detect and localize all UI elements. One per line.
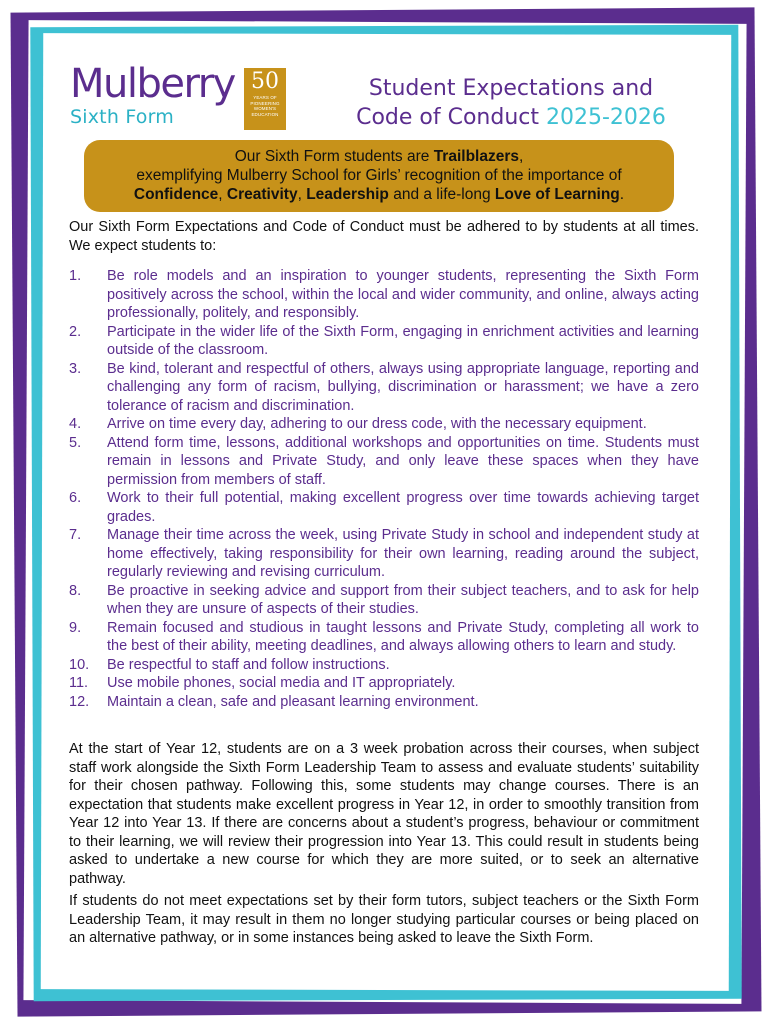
logo-subtitle: Sixth Form bbox=[70, 106, 174, 128]
consequences-paragraph: If students do not meet expectations set by their form tutors, subject teachers or the Sixth Form Leadership Team, it may result in them no longer studying particular courses or being placed on an alternative pathway, or in some instances being asked to leave the Sixth Form. bbox=[69, 893, 699, 946]
item-text: Arrive on time every day, adhering to our dress code, with the necessary equipment. bbox=[107, 416, 647, 432]
expectations-list bbox=[69, 267, 699, 711]
list-item bbox=[69, 674, 699, 693]
banner-text: , bbox=[218, 186, 227, 203]
list-item bbox=[69, 656, 699, 675]
item-number: 6. bbox=[69, 490, 82, 506]
item-text: Attend form time, lessons, additional workshops and opportunities on time. Students must remain in lessons and Private Study, and only leave these spaces when they have permission from members of staff. bbox=[107, 434, 699, 488]
banner-trailblazers: Trailblazers bbox=[433, 148, 519, 165]
title-year: 2025-2026 bbox=[546, 105, 666, 130]
list-item bbox=[69, 693, 699, 712]
banner-text: , bbox=[297, 186, 307, 203]
item-number: 5. bbox=[69, 434, 82, 451]
list-item bbox=[69, 526, 699, 582]
item-number: 9. bbox=[69, 619, 82, 636]
item-text: Be respectful to staff and follow instructions. bbox=[107, 656, 390, 673]
list-item bbox=[69, 323, 699, 360]
item-text: Be role models and an inspiration to younger students, representing the Sixth Form positively across the school, within the local and wider community, and online, always acting professionally, politely, and responsibly. bbox=[107, 268, 699, 321]
item-text: Remain focused and studious in taught lessons and Private Study, completing all work to the best of their ability, meeting deadlines, and always allowing others to learn and study. bbox=[107, 619, 699, 654]
item-number: 1. bbox=[69, 268, 82, 284]
title-line-1: Student Expectations and bbox=[368, 76, 654, 101]
trailblazers-banner bbox=[84, 140, 674, 212]
item-number: 4. bbox=[69, 416, 82, 432]
item-text: Participate in the wider life of the Sixth Form, engaging in enrichment activities and learning outside of the classroom. bbox=[107, 323, 699, 358]
badge-text: YEARS OF PIONEERING WOMEN'S EDUCATION bbox=[250, 95, 280, 117]
badge-number: 50 bbox=[251, 69, 279, 94]
banner-line-3 bbox=[84, 185, 674, 204]
item-text: Work to their full potential, making excellent progress over time towards achieving target grades. bbox=[107, 490, 699, 525]
banner-love-of-learning: Love of Learning bbox=[494, 186, 620, 203]
banner-leadership: Leadership bbox=[306, 186, 389, 203]
mulberry-logo bbox=[70, 61, 235, 128]
banner-text: . bbox=[619, 186, 625, 203]
banner-creativity: Creativity bbox=[226, 186, 298, 203]
list-item bbox=[69, 267, 699, 323]
anniversary-badge bbox=[244, 68, 286, 130]
banner-line-2: exemplifying Mulberry School for Girls’ recognition of the importance of bbox=[136, 167, 622, 184]
intro-paragraph: Our Sixth Form Expectations and Code of Conduct must be adhered to by students at all times. We expect students to: bbox=[69, 219, 699, 254]
list-item bbox=[69, 619, 699, 656]
list-item bbox=[69, 582, 699, 619]
item-text: Manage their time across the week, using Private Study in school and independent study at home effectively, taking responsibility for their own learning, reading around the subject, regularly reviewing and revising curriculum. bbox=[107, 527, 699, 580]
banner-text: Our Sixth Form students are bbox=[234, 148, 434, 165]
probation-paragraph: At the start of Year 12, students are on a 3 week probation across their courses, when subject staff work alongside the Sixth Form Leadership Team to assess and evaluate students’ suitability for their chosen pathway. Following this, some students may change courses. There is an expectation that students make excellent progress in Year 12, in order to smoothly transition from Year 12 into Year 13. If there are concerns about a student’s progress, behaviour or commitment to their learning, we will review their progression into Year 13. This could result in students being asked to undertake a new course for which they are more suited, or to seek an alternative pathway. bbox=[69, 741, 699, 887]
item-number: 12. bbox=[69, 693, 90, 710]
item-number: 2. bbox=[69, 323, 82, 340]
item-text: Be kind, tolerant and respectful of others, always using appropriate language, reporting and challenging any form of racism, bullying, discrimination or harassment; we have a zero tolerance of racism and discrimination. bbox=[107, 360, 699, 414]
item-text: Maintain a clean, safe and pleasant learning environment. bbox=[107, 693, 479, 710]
list-item bbox=[69, 360, 699, 416]
title-code-of-conduct: Code of Conduct bbox=[356, 105, 539, 130]
item-text: Use mobile phones, social media and IT appropriately. bbox=[107, 675, 456, 691]
banner-text: , bbox=[518, 148, 524, 165]
banner-confidence: Confidence bbox=[133, 186, 219, 203]
item-number: 8. bbox=[69, 582, 82, 599]
item-number: 7. bbox=[69, 527, 82, 543]
item-number: 3. bbox=[69, 360, 82, 377]
page-title bbox=[306, 74, 716, 132]
banner-line-1 bbox=[84, 147, 674, 166]
list-item bbox=[69, 434, 699, 490]
item-number: 10. bbox=[69, 656, 90, 673]
title-line-2 bbox=[306, 103, 716, 132]
banner-text: and a life-long bbox=[388, 186, 495, 203]
list-item bbox=[69, 415, 699, 434]
logo-wordmark: Mulberry bbox=[70, 61, 235, 107]
list-item bbox=[69, 489, 699, 526]
item-number: 11. bbox=[69, 675, 89, 691]
item-text: Be proactive in seeking advice and support from their subject teachers, and to ask for help when they are unsure of aspects of their studies. bbox=[107, 582, 699, 617]
